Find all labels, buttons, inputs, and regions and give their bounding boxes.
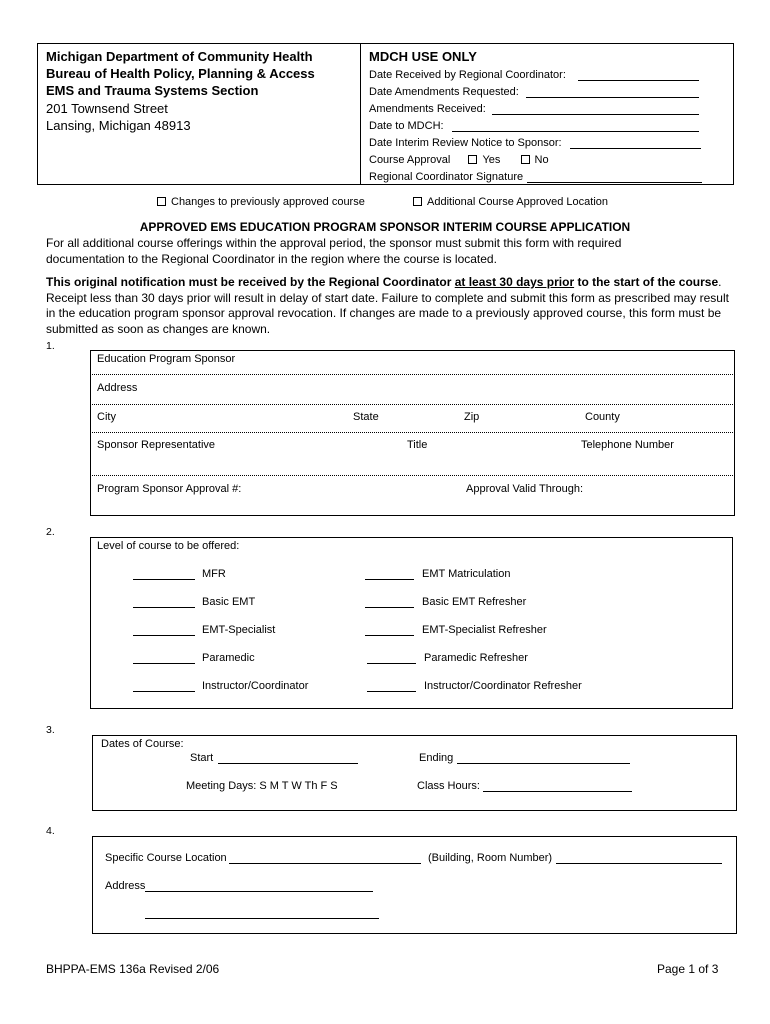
section3-number: 3. xyxy=(46,724,55,736)
level-instructor-label: Instructor/Coordinator xyxy=(202,680,309,692)
section3-box xyxy=(92,735,737,811)
location-address-line-1[interactable] xyxy=(145,891,373,892)
sponsor-address-label: Address xyxy=(97,382,138,394)
city-label: City xyxy=(97,411,116,423)
agency-line-2: Bureau of Health Policy, Planning & Access xyxy=(46,66,315,81)
sponsor-field-line[interactable] xyxy=(90,374,735,375)
section1-number: 1. xyxy=(46,340,55,352)
notice-bold-end: to the start of the course xyxy=(574,275,719,289)
phone-label: Telephone Number xyxy=(581,439,674,451)
agency-line-3: EMS and Trauma Systems Section xyxy=(46,83,259,98)
level-basic-refresher-label: Basic EMT Refresher xyxy=(422,596,527,608)
option-additional-label: Additional Course Approved Location xyxy=(427,196,609,208)
level-basic-emt-label: Basic EMT xyxy=(202,596,256,608)
level-paramedic-refresher-label: Paramedic Refresher xyxy=(424,652,528,664)
level-basic-emt-blank[interactable] xyxy=(133,607,195,608)
section4-box xyxy=(92,836,737,934)
option-changes[interactable] xyxy=(157,196,365,208)
agency-line-1: Michigan Department of Community Health xyxy=(46,49,313,64)
mdch-field-received: Date Received by Regional Coordinator: xyxy=(369,69,566,81)
address-line-1: 201 Townsend Street xyxy=(46,101,168,116)
header-divider xyxy=(360,43,361,185)
address-line-2: Lansing, Michigan 48913 xyxy=(46,118,191,133)
location-label: Specific Course Location xyxy=(105,852,227,864)
intro-text: For all additional course offerings within the approval period, the sponsor must submit this form with required documentation to the Regional Coordinator in the region where the course is located. xyxy=(46,236,622,266)
county-label: County xyxy=(585,411,620,423)
mdch-field-amend-received-line[interactable] xyxy=(492,114,699,115)
option-changes-label: Changes to previously approved course xyxy=(171,196,365,208)
mdch-field-interim-notice: Date Interim Review Notice to Sponsor: xyxy=(369,137,562,149)
level-heading: Level of course to be offered: xyxy=(97,540,240,552)
ending-label: Ending xyxy=(419,752,454,764)
rep-title-label: Title xyxy=(407,439,428,451)
option-additional-checkbox[interactable] xyxy=(413,197,422,206)
level-basic-refresher-blank[interactable] xyxy=(365,607,414,608)
level-emt-matric-label: EMT Matriculation xyxy=(422,568,511,580)
sponsor-label: Education Program Sponsor xyxy=(97,353,236,365)
level-instructor-refresher-blank[interactable] xyxy=(367,691,416,692)
class-hours-label: Class Hours: xyxy=(417,780,480,792)
notice-text xyxy=(46,275,734,337)
approval-no-label: No xyxy=(534,154,549,166)
meeting-days-label: Meeting Days: S M T W Th F S xyxy=(186,780,338,792)
option-additional[interactable] xyxy=(413,196,608,208)
building-label: (Building, Room Number) xyxy=(428,852,553,864)
level-mfr-label: MFR xyxy=(202,568,226,580)
rep-label: Sponsor Representative xyxy=(97,439,216,451)
notice-rest: . Receipt less than 30 days prior will result in delay of start date. Failure to complete and submit this form as prescribed may result in the education program sponsor approval revocation. If changes are made to a previously approved course, this form must be submitted as soon as changes are known. xyxy=(46,275,729,336)
signature-label: Regional Coordinator Signature xyxy=(369,171,524,183)
approval-number-label: Program Sponsor Approval #: xyxy=(97,483,242,495)
mdch-field-interim-notice-line[interactable] xyxy=(570,148,701,149)
state-label: State xyxy=(353,411,379,423)
level-specialist-refresher-label: EMT-Specialist Refresher xyxy=(422,624,547,636)
level-paramedic-blank[interactable] xyxy=(133,663,195,664)
mdch-field-amend-received: Amendments Received: xyxy=(369,103,486,115)
notice-bold-start: This original notification must be received by the Regional Coordinator xyxy=(46,275,455,289)
mdch-field-date-to-mdch-line[interactable] xyxy=(452,131,699,132)
start-field-line[interactable] xyxy=(218,763,358,764)
level-mfr-blank[interactable] xyxy=(133,579,195,580)
course-approval-row xyxy=(369,154,549,166)
class-hours-field-line[interactable] xyxy=(483,791,632,792)
location-field-line[interactable] xyxy=(229,863,421,864)
level-paramedic-refresher-blank[interactable] xyxy=(367,663,416,664)
level-emt-matric-blank[interactable] xyxy=(365,579,414,580)
mdch-title: MDCH USE ONLY xyxy=(369,49,477,64)
level-instructor-refresher-label: Instructor/Coordinator Refresher xyxy=(424,680,582,692)
signature-line[interactable] xyxy=(527,182,702,183)
city-field-line[interactable] xyxy=(90,432,735,433)
page-number: Page 1 of 3 xyxy=(657,962,719,976)
mdch-field-amend-requested: Date Amendments Requested: xyxy=(369,86,519,98)
level-instructor-blank[interactable] xyxy=(133,691,195,692)
notice-bold-underline: at least 30 days prior xyxy=(454,275,575,289)
level-specialist-refresher-blank[interactable] xyxy=(365,635,414,636)
dates-heading: Dates of Course: xyxy=(101,738,184,750)
approval-yes-checkbox[interactable] xyxy=(468,155,477,164)
start-label: Start xyxy=(190,752,214,764)
approval-yes-label: Yes xyxy=(482,154,501,166)
sponsor-address-field-line[interactable] xyxy=(90,404,735,405)
level-paramedic-label: Paramedic xyxy=(202,652,255,664)
location-address-label: Address xyxy=(105,880,146,892)
form-title: APPROVED EMS EDUCATION PROGRAM SPONSOR INTERIM COURSE APPLICATION xyxy=(139,220,631,234)
location-address-line-2[interactable] xyxy=(145,918,379,919)
ending-field-line[interactable] xyxy=(457,763,630,764)
mdch-field-date-to-mdch: Date to MDCH: xyxy=(369,120,444,132)
approval-valid-label: Approval Valid Through: xyxy=(466,483,583,495)
zip-label: Zip xyxy=(464,411,480,423)
section2-number: 2. xyxy=(46,526,55,538)
section4-number: 4. xyxy=(46,825,55,837)
mdch-field-received-line[interactable] xyxy=(578,80,699,81)
option-changes-checkbox[interactable] xyxy=(157,197,166,206)
level-emt-specialist-blank[interactable] xyxy=(133,635,195,636)
rep-field-line[interactable] xyxy=(90,475,735,476)
mdch-field-amend-requested-line[interactable] xyxy=(526,97,699,98)
building-field-line[interactable] xyxy=(556,863,722,864)
approval-no-checkbox[interactable] xyxy=(521,155,530,164)
section2-box xyxy=(90,537,733,709)
level-emt-specialist-label: EMT-Specialist xyxy=(202,624,276,636)
course-approval-label: Course Approval xyxy=(369,154,451,166)
form-id: BHPPA-EMS 136a Revised 2/06 xyxy=(46,962,220,976)
